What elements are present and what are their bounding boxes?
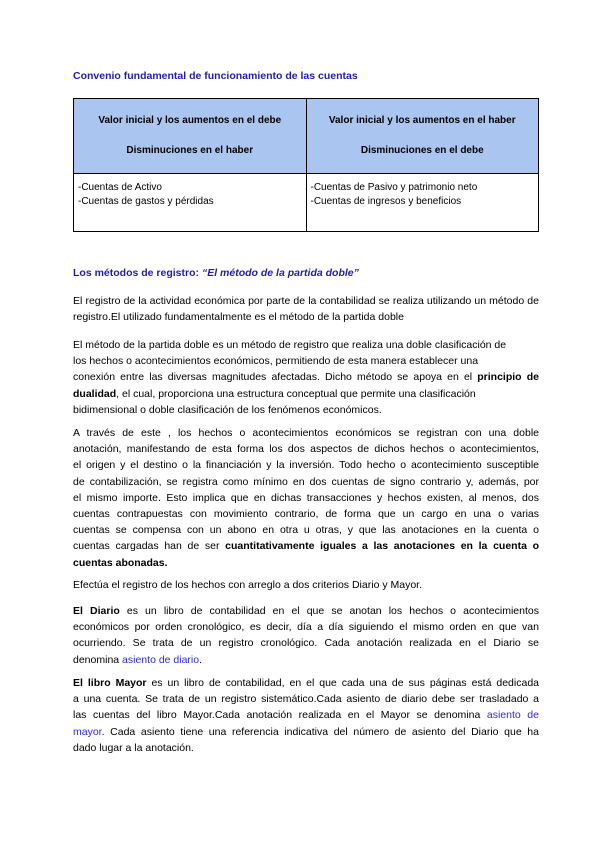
- text-run: es un libro de contabilidad, en el que cada una de sus páginas está dedicada: [146, 677, 539, 689]
- paragraph-line: A través de este , los hechos o acontecimientos económicos se registran con una doble: [73, 427, 539, 439]
- section-title-prefix: Los métodos de registro:: [73, 267, 202, 279]
- paragraph-line: ocurriendo. Se trata de un registro cronológico. Cada anotación realizada en el Diario se: [73, 637, 539, 650]
- paragraph-line: [73, 369, 539, 385]
- paragraph-line: el mismo importe. Esto implica que en dichas transacciones y hechos existen, al menos, dos: [73, 491, 539, 504]
- header-credit-cell: [306, 99, 539, 174]
- bold-term-abonadas: cuentas abonadas.: [73, 556, 168, 569]
- paragraph-mayor: [73, 675, 539, 756]
- paragraph-line: [73, 603, 539, 619]
- right-item-2: -Cuentas de ingresos y beneficios: [310, 196, 462, 207]
- table-row: [74, 174, 539, 232]
- text-run: conexión entre las diversas magnitudes afectadas. Dicho método se apoya en el: [73, 371, 478, 384]
- paragraph-diario: [73, 603, 539, 668]
- section-title-convenio: Convenio fundamental de funcionamiento de las cuentas: [73, 70, 358, 82]
- left-accounts-cell: [74, 174, 307, 232]
- bold-term-el-diario: El Diario: [73, 605, 120, 617]
- text-run: cuentas cargadas han de ser: [73, 540, 226, 553]
- text-run: . Cada asiento tiene una referencia indicativa del número de asiento del Diario que ha: [101, 725, 539, 738]
- right-item-1: -Cuentas de Pasivo y patrimonio neto: [310, 182, 478, 193]
- bold-term-libro-mayor: El libro Mayor: [73, 677, 147, 689]
- paragraph-line: a una cuenta. Se trata de un registro sistemático.Cada asiento de diario debe ser trasladado a: [73, 693, 539, 706]
- header-right-line-2: Disminuciones en el debe: [360, 145, 484, 156]
- paragraph-line: Efectúa el registro de los hechos con arreglo a dos criterios Diario y Mayor.: [73, 579, 422, 591]
- paragraph-line: anotación, manifestando de esta forma los dos aspectos de dichos hechos o acontecimientos,: [73, 443, 539, 456]
- paragraph-line: [73, 555, 539, 571]
- paragraph-line: dado lugar a la anotación.: [73, 741, 194, 754]
- left-item-1: -Cuentas de Activo: [78, 182, 162, 193]
- asiento-de-mayor-link-part2[interactable]: mayor: [73, 725, 102, 738]
- paragraph-line: [73, 724, 539, 740]
- paragraph-line: de contabilización, se registra como mínimo en dos cuentas de signo contrario y, además, por: [73, 475, 539, 488]
- accounts-rules-table: [73, 98, 539, 232]
- text-run: .: [199, 653, 203, 666]
- paragraph-criterios: [73, 577, 539, 593]
- paragraph-line: [73, 538, 539, 554]
- paragraph-line: [73, 675, 539, 691]
- left-item-2: -Cuentas de gastos y pérdidas: [78, 196, 214, 207]
- text-run: las cuentas del libro Mayor.Cada anotación realizada en el Mayor se denomina: [73, 709, 487, 722]
- header-left-line-1: Valor inicial y los aumentos en el debe: [98, 115, 282, 126]
- bold-term-dualidad: dualidad: [73, 387, 117, 400]
- section-title-emphasis: “El método de la partida doble”: [201, 267, 359, 279]
- header-left-line-2: Disminuciones en el haber: [126, 145, 254, 156]
- paragraph-line: [73, 707, 539, 723]
- paragraph-partida-doble: [73, 337, 539, 418]
- asiento-de-mayor-link-part1[interactable]: asiento de: [486, 709, 539, 722]
- paragraph-line: [73, 386, 539, 402]
- paragraph-line: económicos por orden cronológico, es decir, día a día siguiendo el mismo orden en que van: [73, 621, 539, 634]
- paragraph-line: bidimensional o doble clasificación de los fenómenos económicos.: [73, 403, 382, 416]
- asiento-de-diario-link[interactable]: asiento de diario: [122, 653, 200, 666]
- paragraph-line: los hechos o acontecimientos económicos, permitiendo de esta manera establecer una: [73, 355, 479, 368]
- header-right-line-1: Valor inicial y los aumentos en el haber: [328, 115, 516, 126]
- right-accounts-cell: [306, 174, 539, 232]
- paragraph-line: cuentas se compensa con un abono en otra u otras, y que las anotaciones en la cuenta o: [73, 524, 539, 537]
- header-debit-cell: [74, 99, 307, 174]
- paragraph-line: cuentas contrapuestas con movimiento contrario, de forma que un cargo en una o varias: [73, 508, 539, 521]
- paragraph-registro: [73, 293, 539, 325]
- paragraph-line: [73, 652, 539, 668]
- section-title-metodos: [73, 267, 359, 279]
- bold-term-cuantitativamente: cuantitativamente iguales a las anotaciones en la cuenta o: [225, 540, 540, 553]
- paragraph-line: El método de la partida doble es un método de registro que realiza una doble clasificación de: [73, 339, 507, 351]
- bold-term-principio: principio de: [477, 371, 539, 384]
- text-run: es un libro de contabilidad en el que se anotan los hechos o acontecimientos: [119, 605, 539, 617]
- paragraph-line: El registro de la actividad económica por parte de la contabilidad se realiza utilizando un método de: [73, 295, 539, 307]
- paragraph-line: el origen y el destino o la financiación y la inversión. Todo hecho o acontecimiento susceptible: [73, 459, 539, 472]
- paragraph-line: registro.El utilizado fundamentalmente es el método de la partida doble: [73, 311, 404, 324]
- text-run: denomina: [73, 653, 123, 666]
- text-run: , el cual, proporciona una estructura conceptual que permite una clasificación: [116, 387, 476, 400]
- table-header-row: [74, 99, 539, 174]
- paragraph-doble-anotacion: [73, 425, 539, 571]
